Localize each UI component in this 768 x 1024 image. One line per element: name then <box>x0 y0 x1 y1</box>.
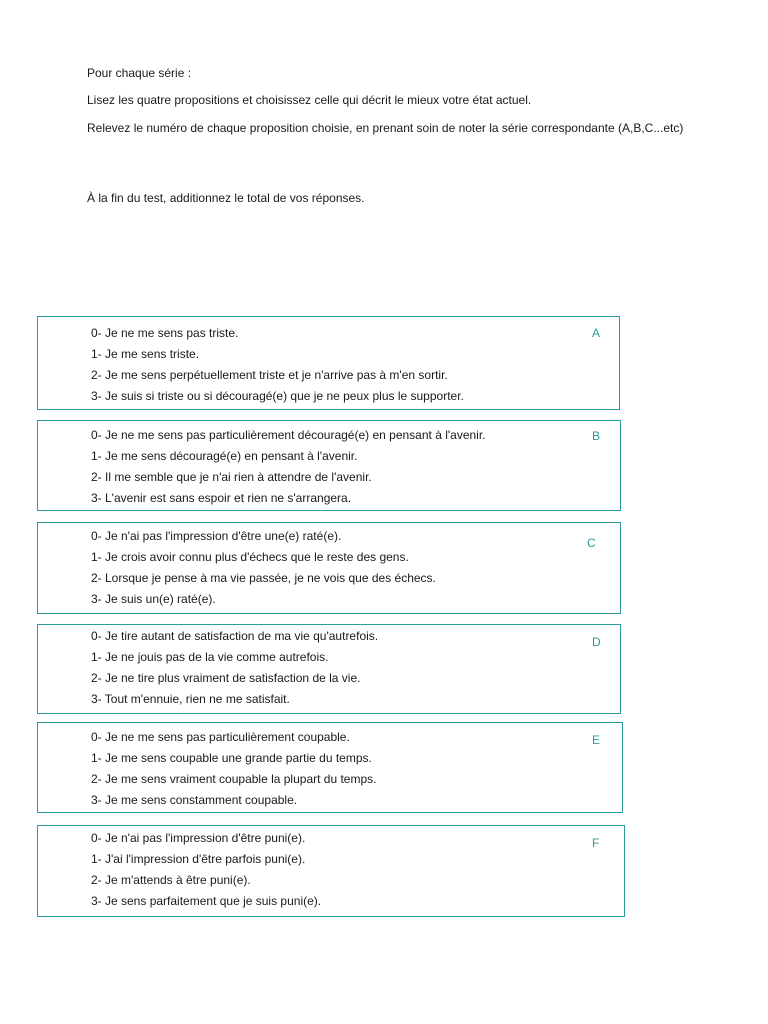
proposition: 2- Lorsque je pense à ma vie passée, je ne vois que des échecs. <box>91 571 436 585</box>
proposition: 3- Je suis si triste ou si découragé(e) que je ne peux plus le supporter. <box>91 389 464 403</box>
series-items <box>91 529 436 613</box>
proposition: 2- Il me semble que je n'ai rien à attendre de l'avenir. <box>91 470 372 484</box>
series-box-b <box>37 420 621 511</box>
proposition: 0- Je n'ai pas l'impression d'être une(e) raté(e). <box>91 529 342 543</box>
proposition: 0- Je n'ai pas l'impression d'être puni(e). <box>91 831 306 845</box>
series-letter: C <box>587 536 596 550</box>
series-letter: F <box>592 836 600 850</box>
instruction-line-2: Lisez les quatre propositions et choisissez celle qui décrit le mieux votre état actuel. <box>87 93 532 107</box>
series-letter: E <box>592 733 601 747</box>
series-letter: A <box>592 326 601 340</box>
proposition: 1- Je crois avoir connu plus d'échecs que le reste des gens. <box>91 550 409 564</box>
proposition: 1- J'ai l'impression d'être parfois puni(e). <box>91 852 306 866</box>
instruction-line-3: Relevez le numéro de chaque proposition choisie, en prenant soin de noter la série correspondante (A,B,C...etc) <box>87 121 684 135</box>
series-letter: B <box>592 429 601 443</box>
proposition: 0- Je ne me sens pas triste. <box>91 326 239 340</box>
proposition: 1- Je me sens découragé(e) en pensant à l'avenir. <box>91 449 358 463</box>
series-items <box>91 326 464 410</box>
proposition: 0- Je ne me sens pas particulièrement coupable. <box>91 730 350 744</box>
proposition: 0- Je ne me sens pas particulièrement découragé(e) en pensant à l'avenir. <box>91 428 486 442</box>
proposition: 2- Je m'attends à être puni(e). <box>91 873 251 887</box>
proposition: 3- Je sens parfaitement que je suis puni(e). <box>91 894 322 908</box>
series-items <box>91 428 486 512</box>
instruction-line-1: Pour chaque série : <box>87 66 192 80</box>
proposition: 1- Je ne jouis pas de la vie comme autrefois. <box>91 650 329 664</box>
series-letter: D <box>592 635 601 649</box>
proposition: 1- Je me sens coupable une grande partie du temps. <box>91 751 372 765</box>
proposition: 2- Je ne tire plus vraiment de satisfaction de la vie. <box>91 671 361 685</box>
proposition: 2- Je me sens perpétuellement triste et je n'arrive pas à m'en sortir. <box>91 368 448 382</box>
series-box-c <box>37 522 621 614</box>
instruction-line-4: À la fin du test, additionnez le total de vos réponses. <box>87 191 365 205</box>
series-box-d <box>37 624 621 714</box>
proposition: 1- Je me sens triste. <box>91 347 200 361</box>
proposition: 3- L'avenir est sans espoir et rien ne s'arrangera. <box>91 491 352 505</box>
proposition: 0- Je tire autant de satisfaction de ma vie qu'autrefois. <box>91 629 379 643</box>
series-items <box>91 730 376 814</box>
series-box-f <box>37 825 625 917</box>
proposition: 3- Je me sens constamment coupable. <box>91 793 298 807</box>
series-items <box>91 629 378 713</box>
series-box-a <box>37 316 620 410</box>
proposition: 2- Je me sens vraiment coupable la plupart du temps. <box>91 772 377 786</box>
proposition: 3- Tout m'ennuie, rien ne me satisfait. <box>91 692 290 706</box>
series-items <box>91 831 321 915</box>
series-box-e <box>37 722 623 813</box>
proposition: 3- Je suis un(e) raté(e). <box>91 592 216 606</box>
